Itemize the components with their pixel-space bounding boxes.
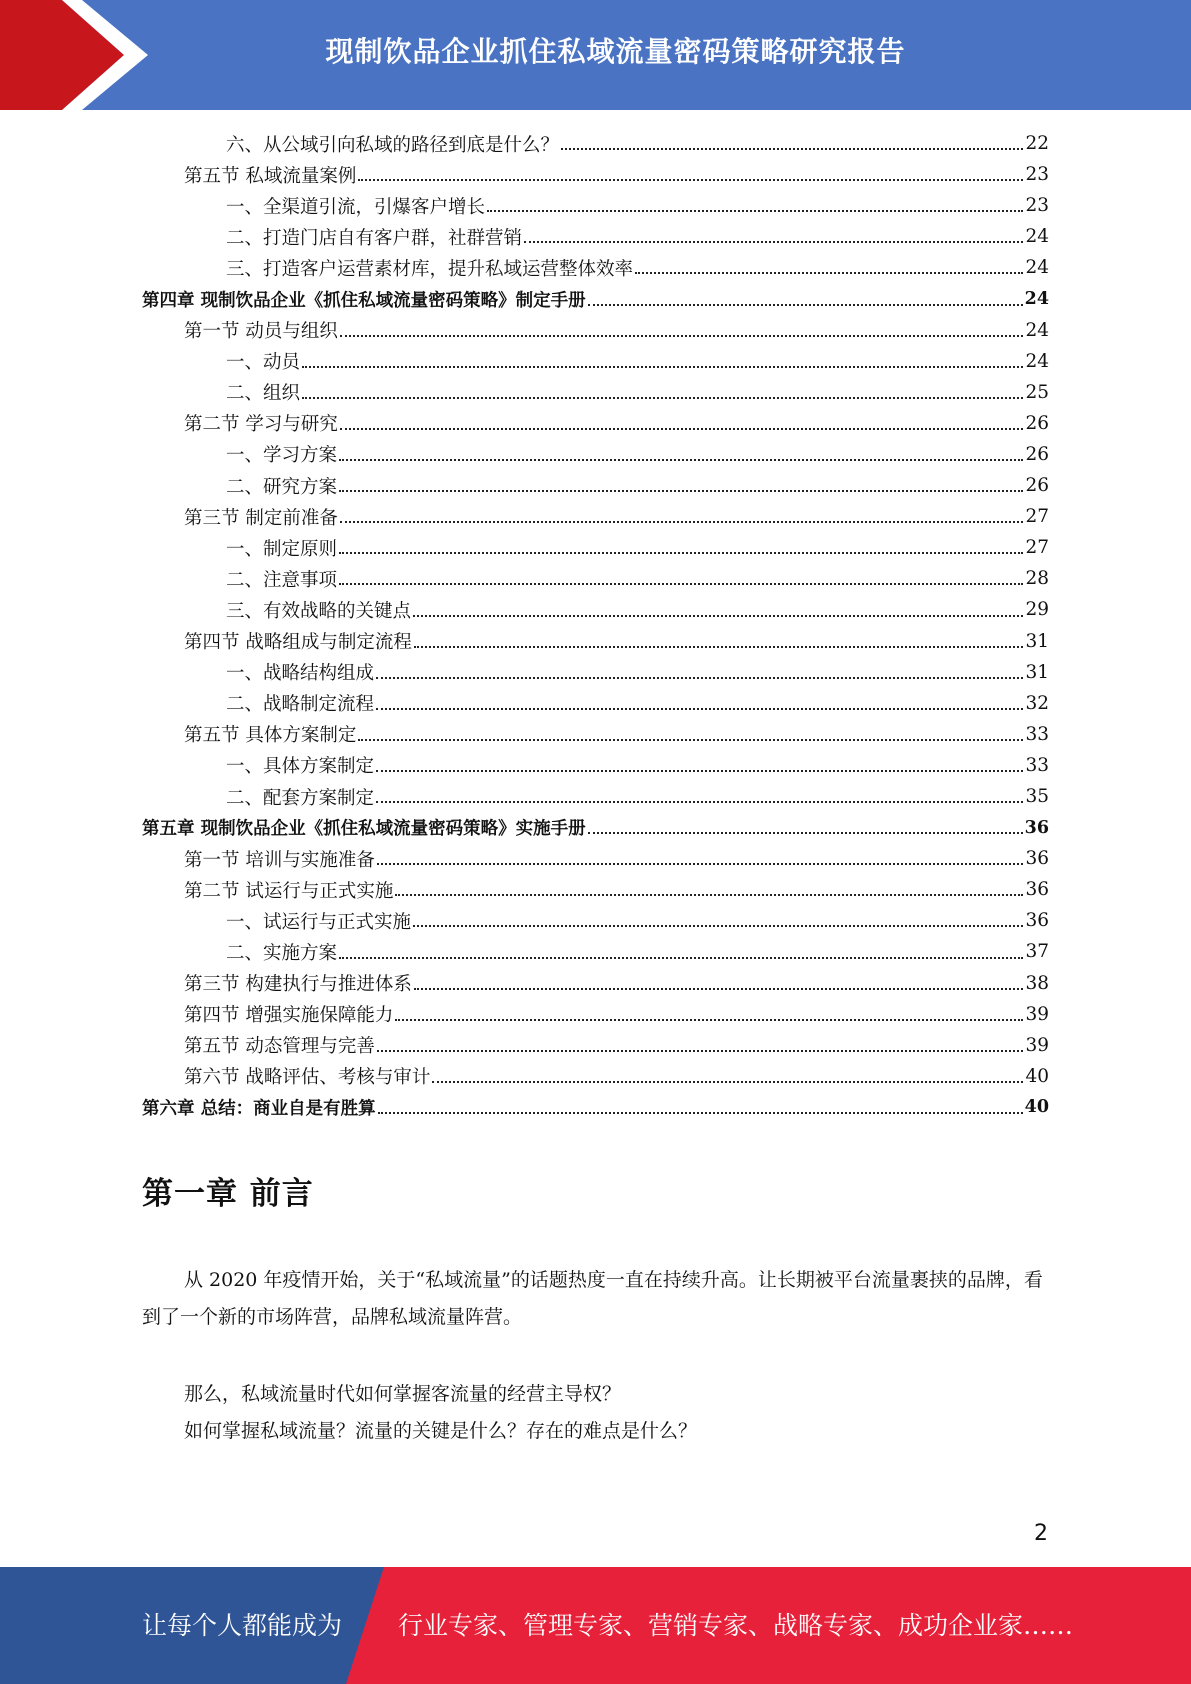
toc-entry-title: 二、战略制定流程 xyxy=(226,694,375,716)
chapter-heading: 第一章 前言 xyxy=(142,1176,314,1212)
toc-entry-title: 一、试运行与正式实施 xyxy=(226,911,412,933)
toc-entry-title: 第四节 增强实施保障能力 xyxy=(184,1005,394,1027)
toc-entry-page: 33 xyxy=(1025,723,1049,745)
toc-entry-title: 第五节 动态管理与完善 xyxy=(184,1036,375,1058)
toc-dot-leader xyxy=(340,427,1024,430)
toc-entry-title: 第二节 学习与研究 xyxy=(184,414,338,436)
toc-dot-leader xyxy=(588,831,1023,834)
toc-entry-page: 31 xyxy=(1025,661,1049,683)
toc-entry-title: 第三节 构建执行与推进体系 xyxy=(184,974,412,996)
toc-dot-leader xyxy=(413,924,1023,927)
toc-entry-title: 三、有效战略的关键点 xyxy=(226,600,412,622)
toc-entry-page: 39 xyxy=(1025,1003,1049,1025)
toc-dot-leader xyxy=(588,303,1023,306)
toc-subsection-entry[interactable] xyxy=(142,532,1049,563)
toc-entry-title: 第五节 具体方案制定 xyxy=(184,725,357,747)
toc-entry-page: 36 xyxy=(1025,879,1049,901)
toc-dot-leader xyxy=(302,365,1023,368)
toc-subsection-entry[interactable] xyxy=(142,750,1049,781)
toc-entry-page: 32 xyxy=(1025,692,1049,714)
toc-dot-leader xyxy=(358,738,1023,741)
page-footer xyxy=(0,1567,1191,1684)
toc-entry-page: 39 xyxy=(1025,1034,1049,1056)
toc-dot-leader xyxy=(413,614,1023,617)
toc-entry-page: 24 xyxy=(1025,226,1049,248)
toc-entry-title: 一、动员 xyxy=(226,352,301,374)
toc-entry-page: 24 xyxy=(1024,289,1049,310)
toc-section-entry[interactable] xyxy=(142,408,1049,439)
toc-section-entry[interactable] xyxy=(142,1061,1049,1092)
toc-section-entry[interactable] xyxy=(142,719,1049,750)
toc-entry-title: 第一节 动员与组织 xyxy=(184,321,338,343)
toc-entry-page: 24 xyxy=(1025,257,1049,279)
toc-subsection-entry[interactable] xyxy=(142,346,1049,377)
toc-entry-title: 二、组织 xyxy=(226,383,301,405)
toc-subsection-entry[interactable] xyxy=(142,688,1049,719)
toc-dot-leader xyxy=(339,489,1023,492)
toc-dot-leader xyxy=(524,240,1023,243)
toc-entry-page: 26 xyxy=(1025,475,1049,497)
toc-chapter-entry[interactable] xyxy=(142,1092,1049,1123)
toc-subsection-entry[interactable] xyxy=(142,221,1049,252)
toc-dot-leader xyxy=(487,209,1023,212)
toc-dot-leader xyxy=(378,1111,1023,1114)
toc-section-entry[interactable] xyxy=(142,968,1049,999)
toc-entry-page: 28 xyxy=(1025,568,1049,590)
toc-chapter-entry[interactable] xyxy=(142,812,1049,843)
toc-dot-leader xyxy=(339,956,1023,959)
page-number: 2 xyxy=(1034,1521,1048,1546)
toc-entry-title: 二、注意事项 xyxy=(226,569,338,591)
toc-section-entry[interactable] xyxy=(142,626,1049,657)
toc-section-entry[interactable] xyxy=(142,843,1049,874)
toc-dot-leader xyxy=(395,1018,1023,1021)
toc-subsection-entry[interactable] xyxy=(142,252,1049,283)
toc-subsection-entry[interactable] xyxy=(142,470,1049,501)
toc-dot-leader xyxy=(339,551,1023,554)
toc-subsection-entry[interactable] xyxy=(142,190,1049,221)
toc-entry-title: 第五节 私域流量案例 xyxy=(184,165,357,187)
paragraph: 那么，私域流量时代如何掌握客流量的经营主导权？ xyxy=(184,1383,622,1405)
report-title: 现制饮品企业抓住私域流量密码策略研究报告 xyxy=(325,35,906,68)
toc-subsection-entry[interactable] xyxy=(142,936,1049,967)
toc-dot-leader xyxy=(302,396,1023,399)
toc-entry-title: 二、打造门店自有客户群，社群营销 xyxy=(226,227,523,249)
toc-entry-title: 六、从公域引向私域的路径到底是什么？ xyxy=(226,134,560,156)
toc-dot-leader xyxy=(432,1080,1023,1083)
toc-entry-title: 一、战略结构组成 xyxy=(226,663,375,685)
toc-dot-leader xyxy=(376,769,1023,772)
toc-entry-title: 一、制定原则 xyxy=(226,538,338,560)
toc-dot-leader xyxy=(414,645,1024,648)
toc-dot-leader xyxy=(377,862,1024,865)
toc-entry-page: 27 xyxy=(1025,506,1049,528)
toc-entry-title: 第四章 现制饮品企业《抓住私域流量密码策略》制定手册 xyxy=(142,290,586,311)
toc-subsection-entry[interactable] xyxy=(142,439,1049,470)
toc-dot-leader xyxy=(339,458,1023,461)
toc-entry-title: 二、实施方案 xyxy=(226,942,338,964)
toc-subsection-entry[interactable] xyxy=(142,657,1049,688)
toc-entry-page: 23 xyxy=(1025,164,1049,186)
toc-entry-page: 27 xyxy=(1025,537,1049,559)
toc-dot-leader xyxy=(395,893,1023,896)
table-of-contents xyxy=(142,128,1049,1123)
toc-entry-title: 第六节 战略评估、考核与审计 xyxy=(184,1067,431,1089)
toc-entry-title: 二、配套方案制定 xyxy=(226,787,375,809)
paragraph: 如何掌握私域流量？流量的关键是什么？存在的难点是什么？ xyxy=(184,1420,698,1442)
toc-dot-leader xyxy=(358,178,1023,181)
toc-subsection-entry[interactable] xyxy=(142,594,1049,625)
toc-entry-title: 二、研究方案 xyxy=(226,476,338,498)
paragraph: 从 2020 年疫情开始，关于“私域流量”的话题热度一直在持续升高。让长期被平台流量裹挟的品牌，看到了一个新的市场阵营，品牌私域流量阵营。 xyxy=(142,1269,1043,1328)
toc-dot-leader xyxy=(340,334,1024,337)
toc-dot-leader xyxy=(376,707,1023,710)
toc-section-entry[interactable] xyxy=(142,315,1049,346)
toc-subsection-entry[interactable] xyxy=(142,563,1049,594)
toc-entry-title: 一、学习方案 xyxy=(226,445,338,467)
toc-entry-page: 38 xyxy=(1025,972,1049,994)
toc-entry-title: 第三节 制定前准备 xyxy=(184,507,338,529)
toc-dot-leader xyxy=(376,800,1023,803)
toc-entry-page: 33 xyxy=(1025,754,1049,776)
toc-entry-title: 三、打造客户运营素材库，提升私域运营整体效率 xyxy=(226,258,634,280)
toc-entry-page: 24 xyxy=(1025,319,1049,341)
toc-entry-title: 第一节 培训与实施准备 xyxy=(184,849,375,871)
toc-section-entry[interactable] xyxy=(142,874,1049,905)
toc-section-entry[interactable] xyxy=(142,1030,1049,1061)
toc-section-entry[interactable] xyxy=(142,501,1049,532)
toc-entry-page: 29 xyxy=(1025,599,1049,621)
footer-slogan-right: 行业专家、管理专家、营销专家、战略专家、成功企业家…… xyxy=(398,1611,1074,1640)
toc-entry-page: 36 xyxy=(1025,848,1049,870)
toc-entry-page: 36 xyxy=(1024,817,1049,838)
toc-dot-leader xyxy=(339,582,1023,585)
toc-entry-page: 35 xyxy=(1025,786,1049,808)
toc-entry-title: 第四节 战略组成与制定流程 xyxy=(184,632,412,654)
toc-dot-leader xyxy=(414,987,1024,990)
toc-subsection-entry[interactable] xyxy=(142,128,1049,159)
toc-dot-leader xyxy=(376,676,1023,679)
toc-subsection-entry[interactable] xyxy=(142,377,1049,408)
toc-entry-page: 36 xyxy=(1025,910,1049,932)
page-header xyxy=(0,0,1191,110)
toc-entry-page: 22 xyxy=(1025,133,1049,155)
toc-entry-page: 25 xyxy=(1025,381,1049,403)
toc-dot-leader xyxy=(377,1049,1024,1052)
toc-entry-page: 23 xyxy=(1025,195,1049,217)
toc-entry-title: 一、具体方案制定 xyxy=(226,756,375,778)
toc-entry-page: 26 xyxy=(1025,412,1049,434)
toc-subsection-entry[interactable] xyxy=(142,781,1049,812)
toc-entry-page: 26 xyxy=(1025,443,1049,465)
toc-entry-title: 第二节 试运行与正式实施 xyxy=(184,880,394,902)
toc-dot-leader xyxy=(561,147,1023,150)
toc-section-entry[interactable] xyxy=(142,999,1049,1030)
toc-subsection-entry[interactable] xyxy=(142,905,1049,936)
toc-entry-page: 37 xyxy=(1025,941,1049,963)
toc-entry-page: 40 xyxy=(1024,1097,1049,1118)
toc-entry-title: 一、全渠道引流，引爆客户增长 xyxy=(226,196,486,218)
toc-dot-leader xyxy=(340,520,1024,523)
toc-entry-title: 第五章 现制饮品企业《抓住私域流量密码策略》实施手册 xyxy=(142,819,586,840)
toc-chapter-entry[interactable] xyxy=(142,283,1049,314)
toc-entry-title: 第六章 总结：商业自是有胜算 xyxy=(142,1098,376,1119)
toc-entry-page: 40 xyxy=(1025,1065,1049,1087)
toc-dot-leader xyxy=(635,271,1023,274)
toc-entry-page: 31 xyxy=(1025,630,1049,652)
footer-slogan-left: 让每个人都能成为 xyxy=(142,1611,343,1640)
toc-entry-page: 24 xyxy=(1025,350,1049,372)
toc-section-entry[interactable] xyxy=(142,159,1049,190)
